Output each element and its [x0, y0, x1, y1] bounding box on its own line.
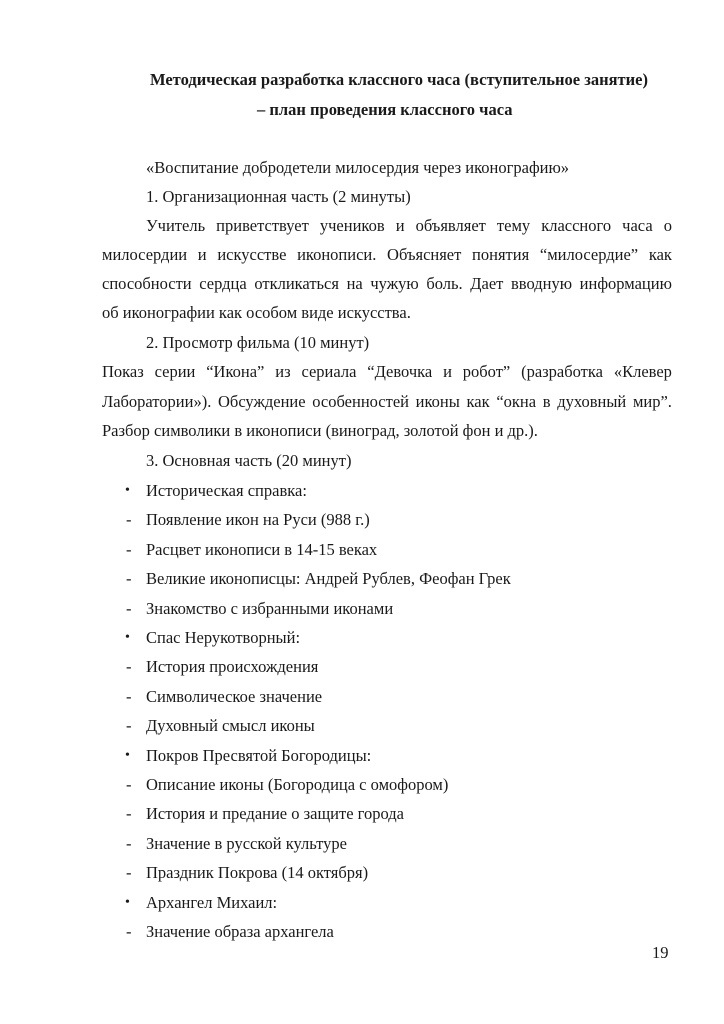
dash-marker: - [126, 569, 132, 589]
list-item: Покров Пресвятой Богородицы: [146, 745, 372, 765]
list-item: Историческая справка: [146, 481, 307, 500]
bullet-marker: • [125, 483, 130, 498]
list-item: Значение образа архангела [146, 922, 334, 941]
list-item: Описание иконы (Богородица с омофором) [146, 775, 449, 794]
dash-marker: - [126, 686, 132, 706]
document-title-line-1: Методическая разработка классного часа (вступительное занятие) [150, 70, 648, 89]
dash-marker: - [126, 716, 132, 736]
dash-marker: - [126, 833, 132, 853]
document-title-line-2: – план проведения классного часа [257, 100, 513, 119]
dash-marker: - [126, 775, 132, 794]
bullet-marker: • [125, 747, 130, 763]
dash-marker: - [126, 804, 132, 824]
dash-marker: - [126, 863, 132, 883]
section-1-paragraph-line: милосердии и искусстве иконописи. Объясняет понятия “милосердие” как [102, 245, 672, 264]
section-1-paragraph-line: об иконографии как особом виде искусства. [102, 303, 411, 322]
section-1-heading: 1. Организационная часть (2 минуты) [146, 187, 411, 206]
dash-marker: - [126, 922, 132, 941]
section-1-paragraph-line: Учитель приветствует учеников и объявляет тему классного часа о [146, 216, 672, 235]
list-item: История и предание о защите города [146, 804, 405, 824]
dash-marker: - [126, 598, 132, 618]
section-2-paragraph-line: Лаборатории»). Обсуждение особенностей иконы как “окна в духовный мир”. [102, 392, 672, 411]
list-item: Праздник Покрова (14 октября) [146, 863, 369, 883]
list-item: Спас Нерукотворный: [146, 628, 301, 647]
bullet-marker: • [125, 894, 130, 910]
list-item: Архангел Михаил: [146, 892, 278, 912]
list-item: Значение в русской культуре [146, 833, 347, 853]
page-number: 19 [652, 943, 669, 962]
list-item: История происхождения [146, 657, 319, 677]
dash-marker: - [126, 539, 132, 559]
bullet-marker: • [125, 630, 130, 645]
section-1-paragraph-line: способности сердца откликаться на чужую боль. Дает вводную информацию [102, 274, 672, 293]
list-item: Появление икон на Руси (988 г.) [146, 510, 370, 530]
list-item: Знакомство с избранными иконами [146, 598, 394, 618]
list-item: Расцвет иконописи в 14-15 веках [146, 539, 378, 559]
section-3-heading: 3. Основная часть (20 минут) [146, 451, 352, 470]
list-item: Символическое значение [146, 686, 323, 706]
section-2-paragraph-line: Показ серии “Икона” из сериала “Девочка и робот” (разработка «Клевер [102, 362, 672, 381]
dash-marker: - [126, 510, 132, 530]
list-item: Великие иконописцы: Андрей Рублев, Феофан Грек [146, 569, 511, 589]
dash-marker: - [126, 657, 132, 677]
list-item: Духовный смысл иконы [146, 716, 315, 736]
topic-line: «Воспитание добродетели милосердия через иконографию» [146, 158, 570, 177]
section-2-paragraph-line: Разбор символики в иконописи (виноград, золотой фон и др.). [102, 421, 538, 440]
section-2-heading: 2. Просмотр фильма (10 минут) [146, 333, 370, 352]
